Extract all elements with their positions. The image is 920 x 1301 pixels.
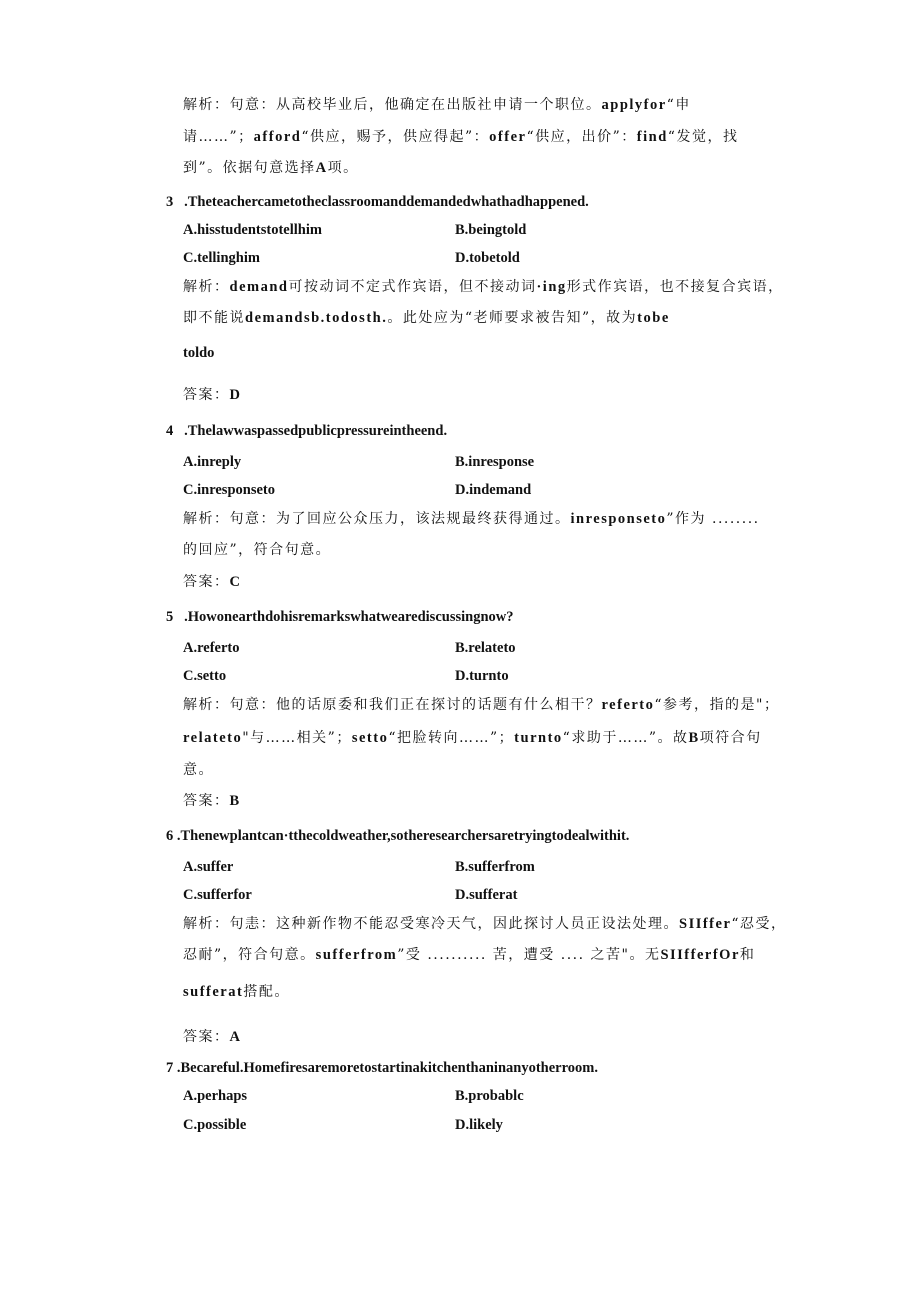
question-text: .Thenewplantcan·tthecoldweather,sotheresearchersaretryingtodealwithit.: [176, 828, 630, 844]
analysis-text: 解析：句意：他的话原委和我们正在探讨的话题有什么相干？: [183, 697, 602, 713]
analysis-term: turnto: [514, 730, 563, 746]
q2-analysis-line2: [183, 127, 738, 147]
q6-analysis-line2: [183, 945, 755, 965]
q3-option-a: A.hisstudentstotellhim: [183, 222, 322, 238]
analysis-text: “忍受，: [731, 916, 787, 932]
q3-option-c: C.tellinghim: [183, 250, 260, 266]
analysis-text: 和: [739, 947, 756, 963]
analysis-term: SIIfferfOr: [660, 947, 740, 963]
q3-analysis-line3: toldo: [183, 345, 215, 361]
answer-value: B: [229, 793, 241, 809]
q7-option-c: C.possible: [183, 1117, 247, 1133]
q6-option-d: D.sufferat: [455, 887, 518, 903]
answer-value: A: [229, 1029, 242, 1045]
analysis-text: 可按动词不定式作宾语，但不接动词: [288, 279, 537, 295]
q3-answer: [183, 385, 241, 405]
answer-label: 答案：: [183, 387, 230, 403]
analysis-text: “参考，指的是"；: [654, 697, 780, 713]
q3-option-b: B.beingtold: [455, 222, 527, 238]
q5-option-b: B.relateto: [455, 640, 516, 656]
question-text: .Becareful.Homefiresaremoretostartinakitchenthaninanyotherroom.: [176, 1060, 598, 1076]
answer-label: 答案：: [183, 1029, 230, 1045]
analysis-text: “把脸转向……”；: [388, 730, 515, 746]
question-text: .Theteachercametotheclassroomanddemandedwhathadhappened.: [184, 194, 589, 210]
q5-analysis-line1: [183, 695, 780, 715]
analysis-text: 搭配。: [243, 984, 290, 1000]
q4-analysis-line1: [183, 509, 760, 529]
q4-option-c: C.inresponseto: [183, 482, 275, 498]
analysis-term: find: [636, 129, 668, 145]
analysis-text: 项。: [327, 160, 359, 176]
analysis-text: 到”。依据句意选择: [183, 160, 316, 176]
question-number: 6: [166, 828, 174, 844]
analysis-text: 请……”；: [183, 129, 254, 145]
analysis-term: inresponseto: [570, 511, 667, 527]
analysis-text: "与……相关”；: [242, 730, 352, 746]
analysis-text: 形式作宾语，也不接复合宾语，: [566, 279, 784, 295]
q6-option-a: A.suffer: [183, 859, 234, 875]
analysis-text: “求助于……”。故: [562, 730, 689, 746]
analysis-text: 。此处应为“老师要求被告知”，故为: [387, 310, 638, 326]
analysis-text: 忍耐”，符合句意。: [183, 947, 316, 963]
q3-analysis-line1: [183, 277, 784, 297]
q4-option-b: B.inresponse: [455, 454, 535, 470]
question-4-stem: [166, 421, 447, 441]
q5-option-a: A.referto: [183, 640, 240, 656]
analysis-text: 解析：: [183, 279, 230, 295]
answer-label: 答案：: [183, 793, 230, 809]
q7-option-a: A.perhaps: [183, 1088, 248, 1104]
analysis-text: 解析：句恚：这种新作物不能忍受寒冷天气，因此探讨人员正设法处理。: [183, 916, 679, 932]
analysis-text: “供应，赐予，供应得起”：: [301, 129, 490, 145]
q2-analysis-line1: [183, 95, 691, 115]
analysis-term: tobe: [637, 310, 670, 326]
question-5-stem: [166, 607, 514, 627]
analysis-term: sufferat: [183, 984, 244, 1000]
q3-option-d: D.tobetold: [455, 250, 520, 266]
analysis-term: ·ing: [536, 279, 567, 295]
q6-analysis-line1: [183, 914, 787, 934]
q6-answer: [183, 1027, 241, 1047]
q5-analysis-line2: [183, 728, 762, 748]
analysis-term: A: [315, 160, 328, 176]
question-3-stem: [166, 192, 589, 212]
q5-option-c: C.setto: [183, 668, 227, 684]
question-number: 4: [166, 423, 174, 439]
analysis-term: SIIffer: [679, 916, 732, 932]
question-7-stem: [166, 1058, 598, 1078]
q7-option-d: D.likely: [455, 1117, 503, 1133]
q2-analysis-line3: [183, 158, 359, 178]
q4-option-d: D.indemand: [455, 482, 532, 498]
analysis-text: “供应，出价”：: [526, 129, 637, 145]
analysis-text: 解析：句意：从高校毕业后，他确定在出版社申请一个职位。: [183, 97, 602, 113]
q4-answer: [183, 572, 241, 592]
analysis-term: afford: [253, 129, 302, 145]
q4-option-a: A.inreply: [183, 454, 242, 470]
analysis-term: sufferfrom: [315, 947, 398, 963]
q5-analysis-line3: 意。: [183, 762, 214, 778]
analysis-term: setto: [351, 730, 389, 746]
analysis-term: offer: [489, 129, 527, 145]
q4-analysis-line2: 的回应”，符合句意。: [183, 542, 332, 558]
question-text: .Thelawwaspassedpublicpressureintheend.: [184, 423, 448, 439]
analysis-text: “申: [666, 97, 691, 113]
q6-analysis-line3: [183, 982, 290, 1002]
q5-answer: [183, 791, 241, 811]
answer-value: D: [229, 387, 242, 403]
answer-label: 答案：: [183, 574, 230, 590]
question-number: 7: [166, 1060, 174, 1076]
question-number: 3: [166, 194, 174, 210]
analysis-text: 解析：句意：为了回应公众压力，该法规最终获得通过。: [183, 511, 571, 527]
analysis-term: B: [688, 730, 700, 746]
q3-analysis-line2: [183, 308, 670, 328]
analysis-term: relateto: [183, 730, 243, 746]
analysis-term: applyfor: [601, 97, 667, 113]
analysis-term: referto: [601, 697, 655, 713]
q6-option-b: B.sufferfrom: [455, 859, 535, 875]
answer-value: C: [229, 574, 242, 590]
q7-option-b: B.probablc: [455, 1088, 524, 1104]
q5-option-d: D.turnto: [455, 668, 509, 684]
analysis-text: 项符合句: [699, 730, 762, 746]
analysis-text: ”受 .......... 苦，遭受 .... 之苦"。无: [397, 947, 661, 963]
question-6-stem: [166, 826, 629, 846]
analysis-term: demandsb.todosth.: [245, 310, 388, 326]
analysis-text: ”作为 ........: [666, 511, 760, 527]
analysis-term: demand: [229, 279, 289, 295]
q6-option-c: C.sufferfor: [183, 887, 252, 903]
question-number: 5: [166, 609, 174, 625]
analysis-text: 即不能说: [183, 310, 245, 326]
analysis-text: “发觉，找: [667, 129, 739, 145]
question-text: .Howonearthdohisremarkswhatwearediscussingnow?: [184, 609, 514, 625]
